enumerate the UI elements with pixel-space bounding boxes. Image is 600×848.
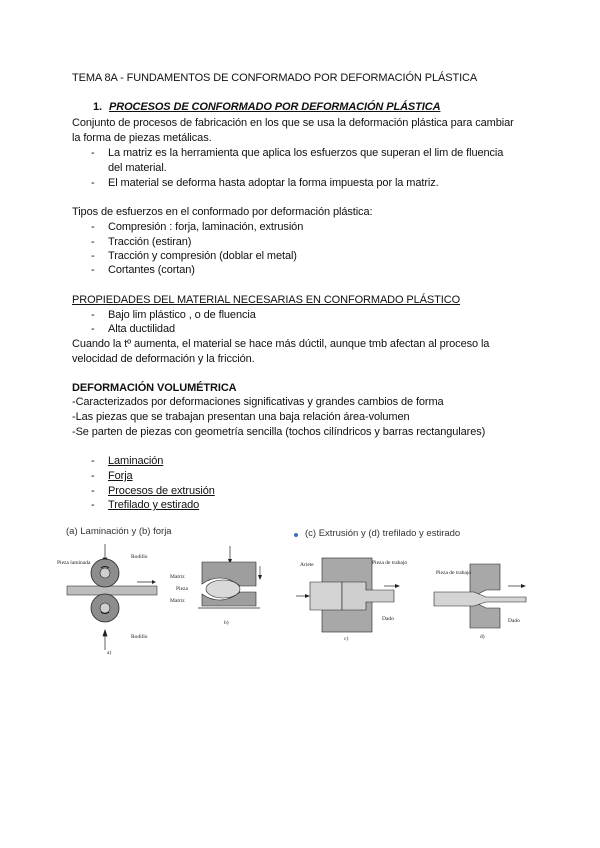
section-heading: PROCESOS DE CONFORMADO POR DEFORMACIÓN PLÁSTICA xyxy=(109,101,441,113)
link-forja[interactable]: Forja xyxy=(108,470,133,482)
label-bottom-roll: Rodillo xyxy=(131,634,148,640)
list-dash: - xyxy=(91,499,95,511)
list-item: Compresión : forja, laminación, extrusión xyxy=(108,221,304,233)
list-item: Cortantes (cortan) xyxy=(108,264,195,276)
label-b: b) xyxy=(224,620,229,626)
ram xyxy=(310,582,342,610)
label-drawn-workpiece: Pieza de trabajo xyxy=(436,570,472,576)
section-number: 1. xyxy=(93,101,102,113)
document-title: TEMA 8A - FUNDAMENTOS DE CONFORMADO POR DEFORMACIÓN PLÁSTICA xyxy=(72,72,478,84)
upper-drawing-die xyxy=(470,564,500,596)
list-item: La matriz es la herramienta que aplica los esfuerzos que superan el lim de fluencia xyxy=(108,147,504,159)
list-dash: - xyxy=(91,236,95,248)
list-dash: - xyxy=(91,177,95,189)
link-laminacion[interactable]: Laminación xyxy=(108,455,164,467)
volumetric-line: -Caracterizados por deformaciones significativas y grandes cambios de forma xyxy=(72,396,444,408)
list-dash: - xyxy=(91,264,95,276)
volumetric-line: -Se parten de piezas con geometría sencilla (tochos cilíndricos y barras rectangulares) xyxy=(72,426,486,438)
list-item: Tracción (estiran) xyxy=(108,236,192,248)
list-dash: - xyxy=(91,323,95,335)
forging-diagram xyxy=(168,542,268,628)
list-item: Bajo lim plástico , o de fluencia xyxy=(108,309,256,321)
list-dash: - xyxy=(91,470,95,482)
label-rolled-piece: Pieza laminada xyxy=(57,560,91,566)
forged-piece xyxy=(206,580,240,598)
list-dash: - xyxy=(91,309,95,321)
volumetric-heading: DEFORMACIÓN VOLUMÉTRICA xyxy=(72,382,237,394)
label-a: a) xyxy=(107,650,112,656)
label-forged-piece: Pieza xyxy=(176,586,188,592)
extrusion-diagram xyxy=(290,552,408,642)
properties-heading: PROPIEDADES DEL MATERIAL NECESARIAS EN CONFORMADO PLÁSTICO xyxy=(72,294,461,306)
rolled-sheet xyxy=(67,586,157,595)
list-item: Tracción y compresión (doblar el metal) xyxy=(108,250,297,262)
label-drawing-die: Dado xyxy=(508,618,520,624)
figure-caption-right: (c) Extrusión y (d) trefilado y estirado xyxy=(305,528,461,539)
list-dash: - xyxy=(91,147,95,159)
drawn-workpiece xyxy=(434,592,526,606)
properties-note-line-1: Cuando la tº aumenta, el material se hace más dúctil, aunque tmb afectan al proceso la xyxy=(72,338,490,350)
intro-line-2: la forma de piezas metálicas. xyxy=(72,132,212,144)
list-dash: - xyxy=(91,221,95,233)
list-dash: - xyxy=(91,485,95,497)
label-d: d) xyxy=(480,634,485,640)
list-item-continuation: del material. xyxy=(108,162,167,174)
label-upper-die: Matriz xyxy=(170,574,185,580)
stress-types-intro: Tipos de esfuerzos en el conformado por deformación plástica: xyxy=(72,206,373,218)
figure-caption-left: (a) Laminación y (b) forja xyxy=(66,526,172,537)
list-dash: - xyxy=(91,250,95,262)
label-c: c) xyxy=(344,636,349,642)
link-trefilado[interactable]: Trefilado y estirado xyxy=(108,499,200,511)
volumetric-line: -Las piezas que se trabajan presentan una baja relación área-volumen xyxy=(72,411,410,423)
label-lower-die: Matriz xyxy=(170,598,185,604)
list-item: El material se deforma hasta adoptar la forma impuesta por la matriz. xyxy=(108,177,439,189)
bullet-dot xyxy=(294,533,298,537)
label-extrusion-die: Dado xyxy=(382,616,394,622)
label-ram: Ariete xyxy=(300,562,314,568)
drawing-diagram xyxy=(426,556,538,642)
properties-note-line-2: velocidad de deformación y la fricción. xyxy=(72,353,255,365)
list-dash: - xyxy=(91,455,95,467)
label-top-roll: Rodillo xyxy=(131,554,148,560)
list-item: Alta ductilidad xyxy=(108,323,175,335)
rolling-diagram xyxy=(55,538,165,656)
intro-line-1: Conjunto de procesos de fabricación en los que se usa la deformación plástica para cambiar xyxy=(72,117,514,129)
label-extrusion-workpiece: Pieza de trabajo xyxy=(372,560,408,566)
link-extrusion[interactable]: Procesos de extrusión xyxy=(108,485,215,497)
